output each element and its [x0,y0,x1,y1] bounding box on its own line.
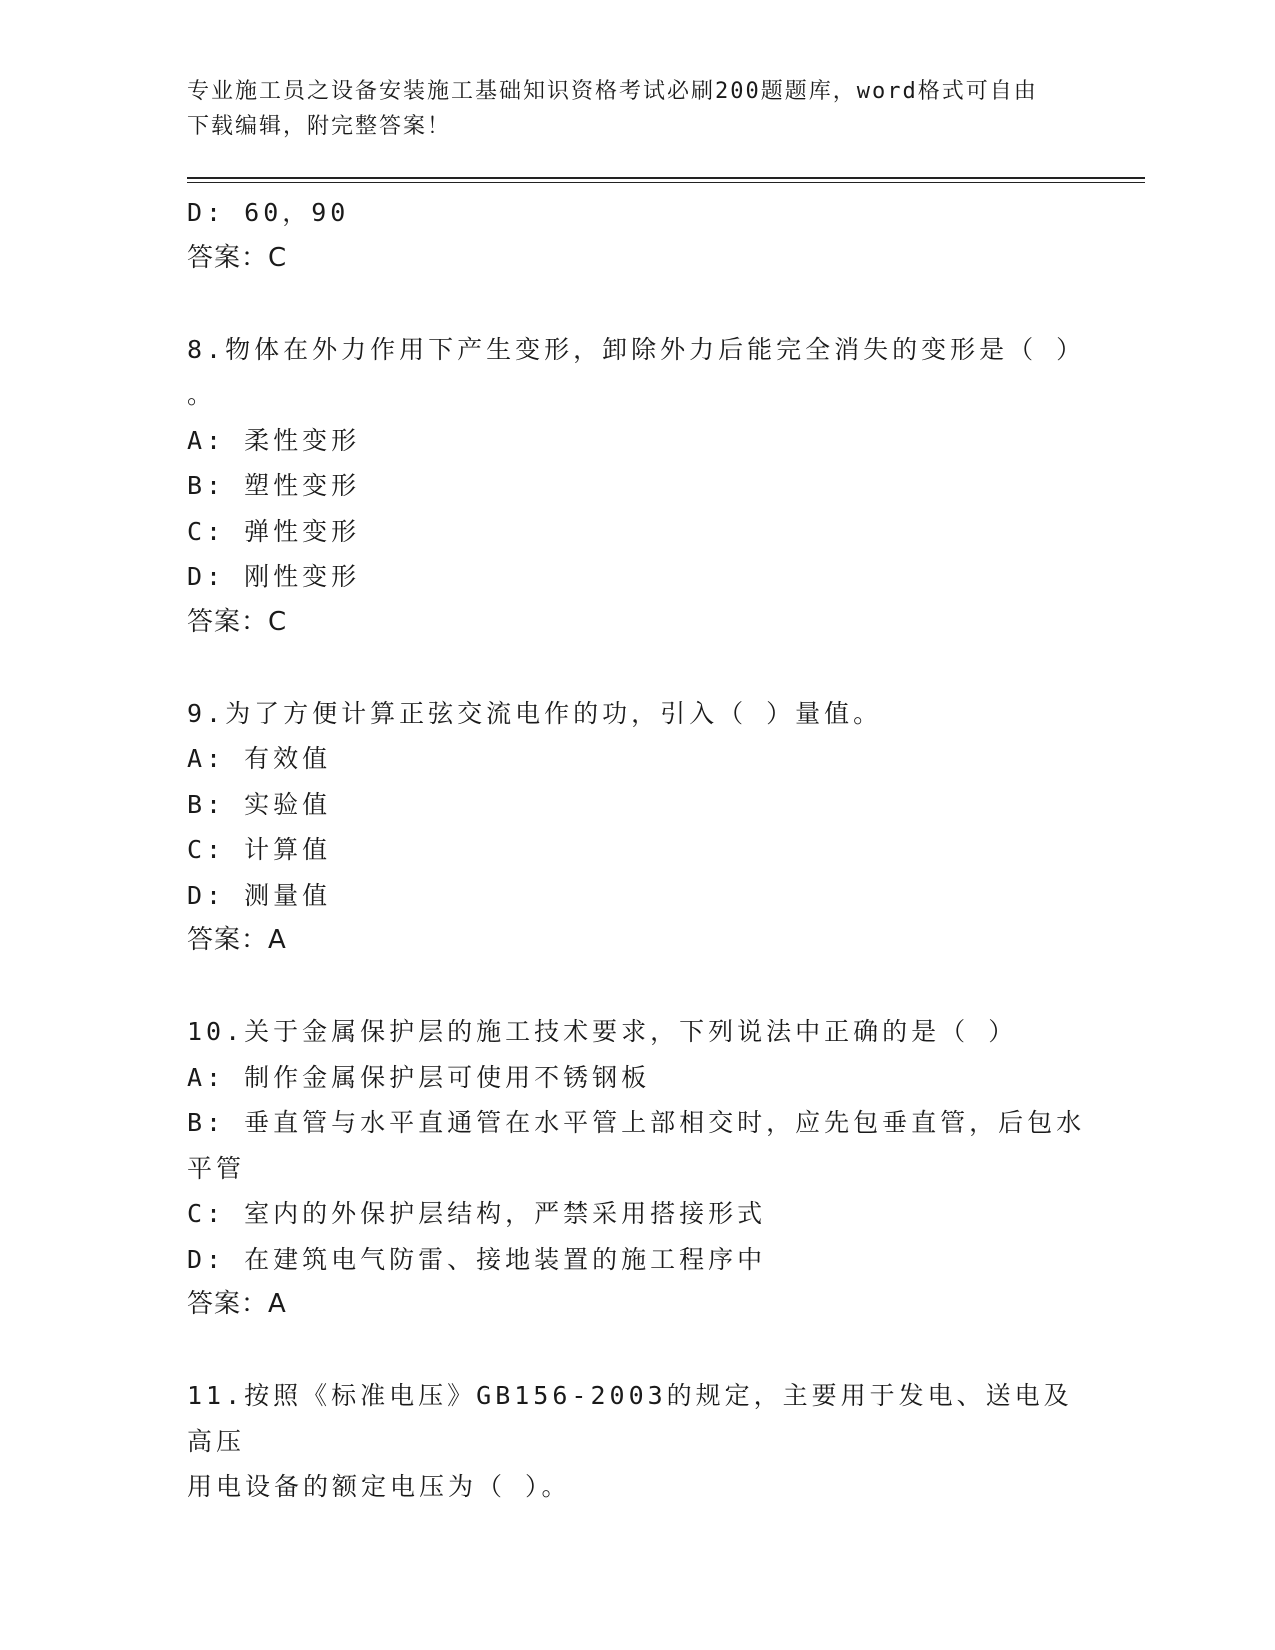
question-list [187,190,1087,1510]
document-header [187,74,1087,144]
header-line-1: 专业施工员之设备安装施工基础知识资格考试必刷200题题库，word格式可自由 [187,79,1038,104]
question-7-tail [187,190,1087,281]
option-d: D: 测量值 [187,880,332,910]
spacer [187,281,1087,327]
answer-line: 答案：A [187,1289,287,1319]
option-b-continued: 平管 [187,1153,246,1183]
header-line-2: 下载编辑，附完整答案！ [187,114,452,139]
question-10 [187,1009,1087,1328]
question-stem: 10.关于金属保护层的施工技术要求，下列说法中正确的是（ ） [187,1017,1018,1046]
option-b: B: 实验值 [187,789,332,819]
option-a: A: 制作金属保护层可使用不锈钢板 [187,1062,651,1092]
question-stem: 8.物体在外力作用下产生变形，卸除外力后能完全消失的变形是（ ） [187,334,1086,364]
option-c: C: 弹性变形 [187,516,361,546]
spacer [187,645,1087,691]
answer-line: 答案：C [187,242,288,273]
question-stem: 11.按照《标准电压》GB156-2003的规定，主要用于发电、送电及高压 [187,1381,1073,1456]
option-a: A: 柔性变形 [187,425,361,455]
answer-line: 答案：A [187,925,287,955]
question-8 [187,327,1087,646]
option-c: C: 计算值 [187,835,332,864]
option-b: B: 塑性变形 [187,471,361,500]
question-9 [187,691,1087,964]
question-11 [187,1373,1087,1510]
option-d: D: 在建筑电气防雷、接地装置的施工程序中 [187,1244,767,1274]
spacer [187,1328,1087,1374]
spacer [187,964,1087,1010]
header-divider-thick [187,177,1145,179]
option-a: A: 有效值 [187,744,332,773]
question-stem-continued: 用电设备的额定电压为（ ）。 [187,1472,571,1501]
question-stem-continued: 。 [187,380,217,409]
option-d: D: 60，90 [187,198,350,227]
option-d: D: 刚性变形 [187,562,361,591]
answer-line: 答案：C [187,606,288,637]
question-stem: 9.为了方便计算正弦交流电作的功，引入（ ）量值。 [187,698,883,728]
option-b: B: 垂直管与水平直通管在水平管上部相交时，应先包垂直管，后包水 [187,1108,1086,1137]
header-divider-thin [187,182,1145,183]
option-c: C: 室内的外保护层结构，严禁采用搭接形式 [187,1199,767,1228]
